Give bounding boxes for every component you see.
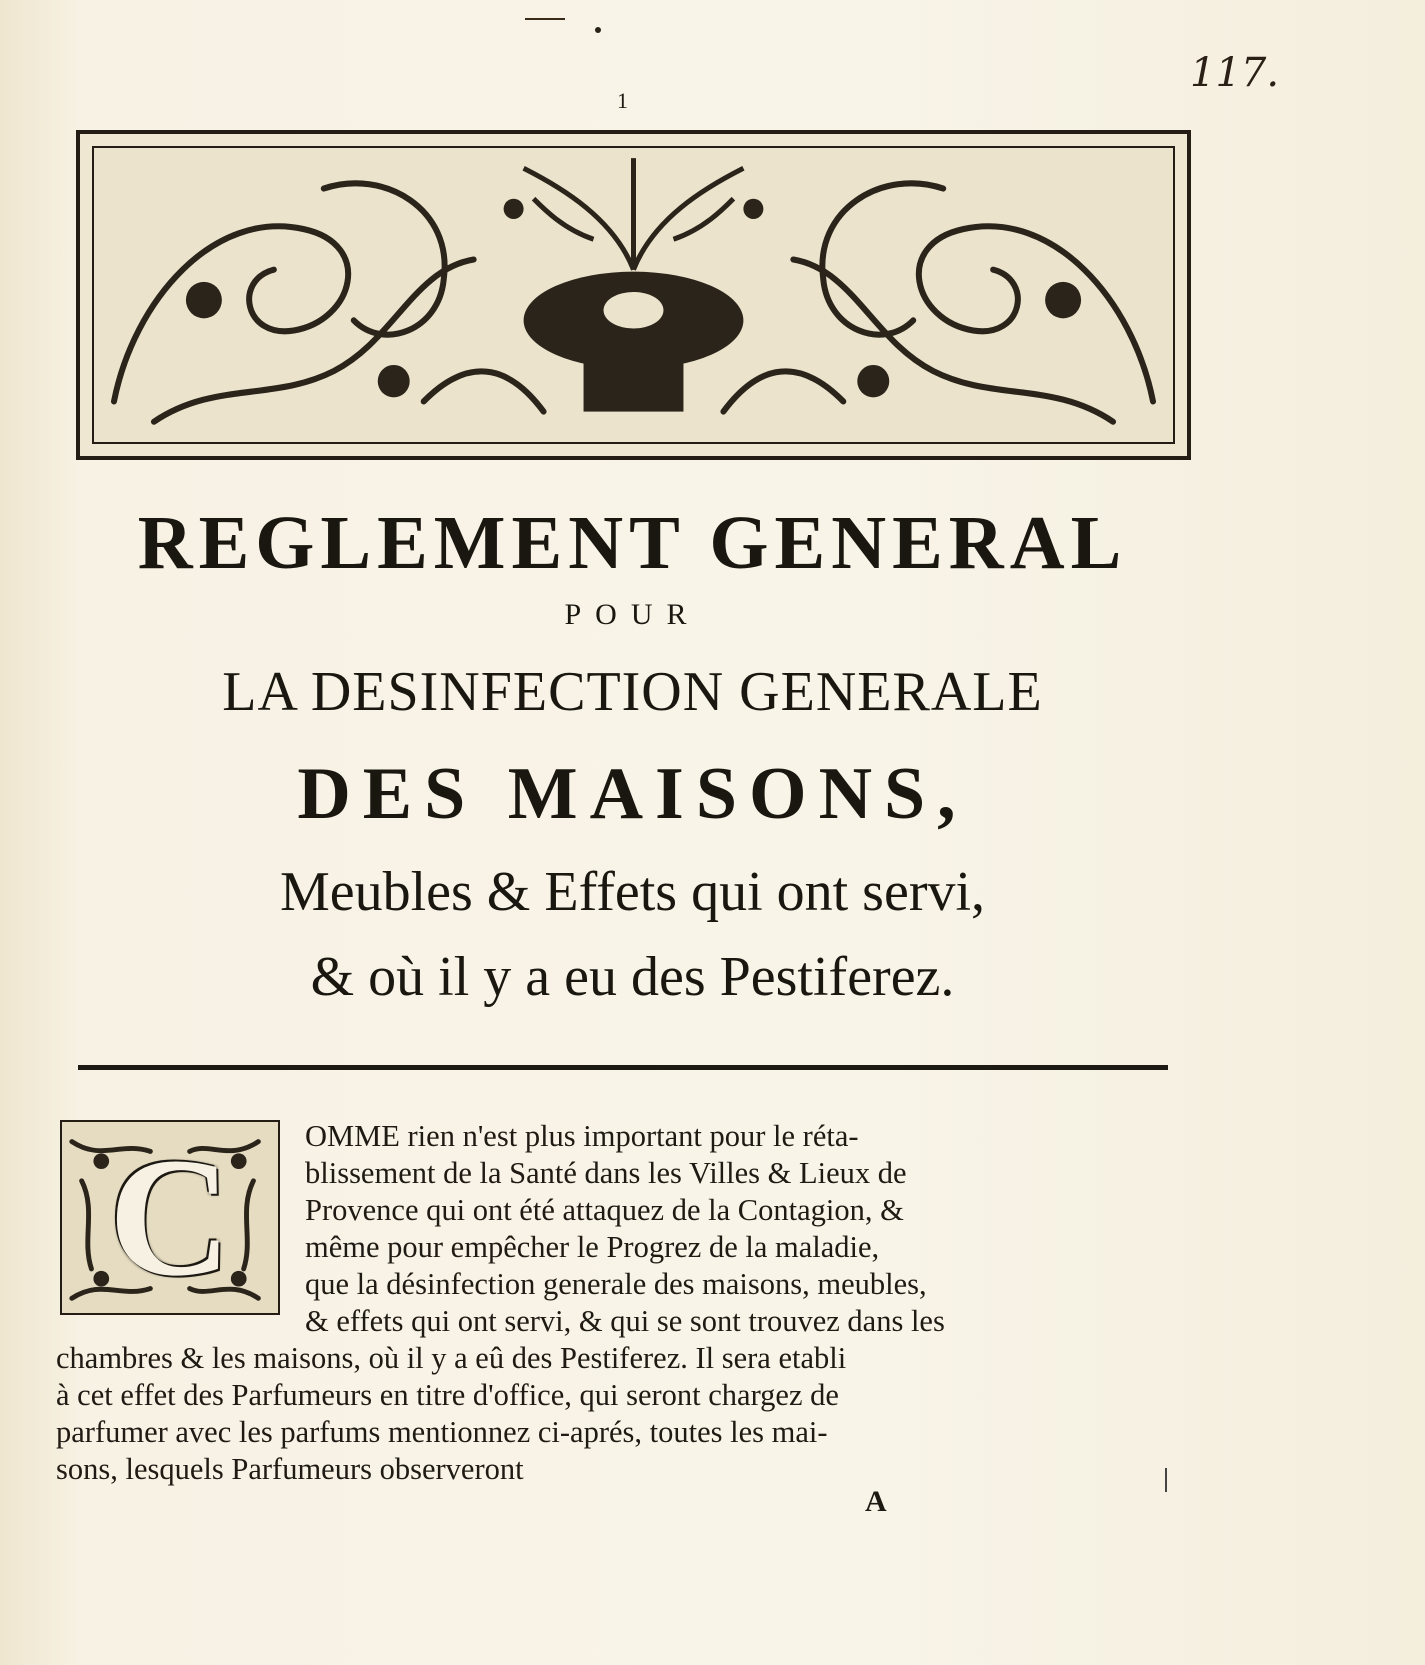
body-line: chambres & les maisons, où il y a eû des Pestiferez. Il sera etabli — [56, 1341, 847, 1375]
title-line-5: Meubles & Effets qui ont servi, — [279, 861, 986, 923]
folio-number: 117. — [1190, 50, 1280, 96]
title-line-1: REGLEMENT GENERAL — [137, 501, 1128, 585]
body-line: OMME rien n'est plus important pour le réta- — [305, 1119, 859, 1153]
ink-dot — [595, 27, 601, 33]
title-line-3: LA DESINFECTION GENERALE — [222, 661, 1043, 723]
body-line: que la désinfection generale des maisons, meubles, — [305, 1267, 927, 1301]
horizontal-rule — [78, 1065, 1168, 1070]
margin-tick — [1165, 1468, 1167, 1492]
body-line: blissement de la Santé dans les Villes & Lieux de — [305, 1156, 907, 1190]
ornamental-headpiece — [76, 130, 1191, 460]
signature-mark: A — [865, 1485, 887, 1518]
ink-mark — [525, 18, 565, 20]
top-mark: 1 — [617, 88, 628, 113]
body-line: même pour empêcher le Progrez de la maladie, — [305, 1230, 880, 1264]
dropcap-letter: C — [108, 1123, 232, 1311]
body-line: sons, lesquels Parfumeurs observeront — [56, 1452, 524, 1486]
foliage-ornament-icon — [94, 148, 1173, 442]
title-line-4: DES MAISONS, — [297, 753, 968, 835]
title-line-2: POUR — [564, 598, 701, 631]
decorated-initial — [60, 1120, 280, 1315]
body-line: Provence qui ont été attaquez de la Contagion, & — [305, 1193, 904, 1227]
body-line: parfumer avec les parfums mentionnez ci-aprés, toutes les mai- — [56, 1415, 828, 1449]
body-line: à cet effet des Parfumeurs en titre d'office, qui seront chargez de — [56, 1378, 839, 1412]
title-line-6: & où il y a eu des Pestiferez. — [310, 946, 955, 1008]
body-line: & effets qui ont servi, & qui se sont trouvez dans les — [305, 1304, 945, 1338]
